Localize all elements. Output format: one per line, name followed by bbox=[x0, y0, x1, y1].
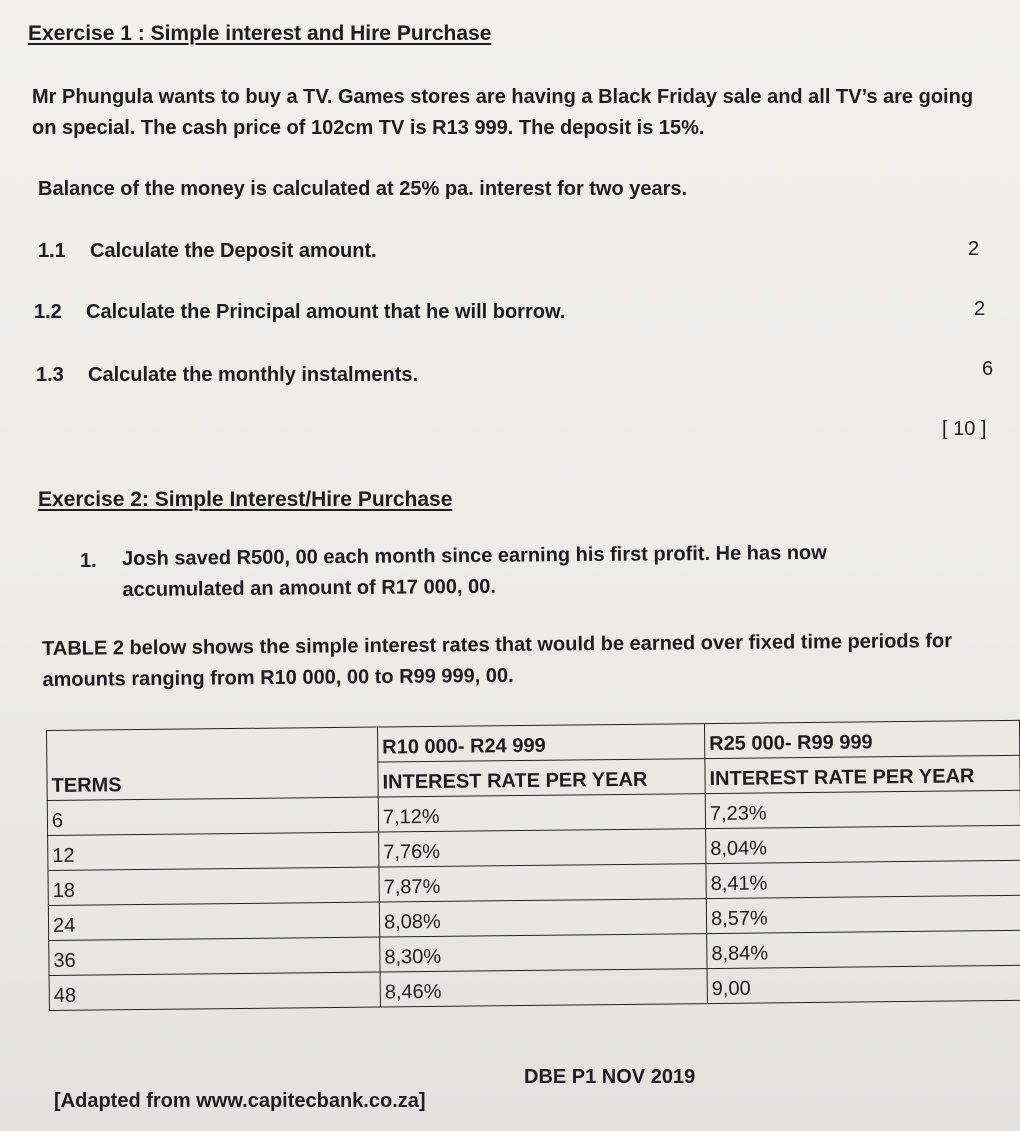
term-cell: 18 bbox=[48, 867, 379, 905]
term-cell: 48 bbox=[49, 972, 380, 1010]
question-text: Calculate the monthly instalments. bbox=[88, 364, 419, 386]
question-number: 1.2 bbox=[34, 301, 62, 323]
term-cell: 6 bbox=[47, 797, 378, 835]
rate-cell: 8,30% bbox=[380, 934, 707, 972]
rate-cell: 8,04% bbox=[706, 825, 1020, 863]
question-number: 1.1 bbox=[38, 240, 66, 262]
rate-cell: 8,41% bbox=[706, 860, 1020, 898]
source-citation: [Adapted from www.capitecbank.co.za] bbox=[54, 1090, 426, 1112]
mark-1-2: 2 bbox=[974, 298, 986, 320]
rate-header-2: INTEREST RATE PER YEAR bbox=[705, 755, 1020, 793]
range-1-header: R10 000- R24 999 bbox=[377, 724, 704, 762]
table-intro: TABLE 2 below shows the simple interest rates that would be earned over fixed time periods for amounts ranging from R10 000, 00 to R99 999, 00. bbox=[42, 630, 953, 691]
range-2-header: R25 000- R99 999 bbox=[704, 720, 1019, 758]
rate-header-1: INTEREST RATE PER YEAR bbox=[378, 759, 705, 797]
exercise-1-balance: Balance of the money is calculated at 25% pa. interest for two years. bbox=[38, 178, 688, 200]
rate-cell: 9,00 bbox=[707, 965, 1020, 1003]
mark-1-3: 6 bbox=[982, 358, 994, 380]
term-cell: 36 bbox=[49, 937, 380, 975]
question-1-1 bbox=[38, 240, 377, 263]
question-text: Calculate the Principal amount that he will borrow. bbox=[86, 301, 566, 323]
interest-rate-table bbox=[46, 720, 1020, 1011]
term-cell: 24 bbox=[48, 902, 379, 940]
exercise-1-heading: Exercise 1 : Simple interest and Hire Purchase bbox=[28, 22, 492, 45]
rate-cell: 8,84% bbox=[707, 930, 1020, 968]
question-1-2 bbox=[34, 301, 565, 324]
question-1-3 bbox=[36, 364, 418, 387]
total-marks: [ 10 ] bbox=[942, 418, 987, 440]
question-number: 1.3 bbox=[36, 364, 64, 386]
rate-cell: 8,57% bbox=[706, 895, 1020, 933]
exam-reference: DBE P1 NOV 2019 bbox=[524, 1066, 696, 1088]
rate-cell: 7,23% bbox=[705, 790, 1020, 828]
rate-cell: 8,08% bbox=[379, 899, 706, 937]
mark-1-1: 2 bbox=[968, 238, 980, 260]
question-text: Calculate the Deposit amount. bbox=[90, 240, 377, 262]
term-cell: 12 bbox=[48, 832, 379, 870]
exercise-2-item-text: Josh saved R500, 00 each month since earning his first profit. He has now accumulated an amount of R17 000, 00. bbox=[122, 541, 827, 601]
terms-header-cell bbox=[47, 727, 379, 800]
rate-cell: 7,76% bbox=[379, 829, 706, 867]
rate-cell: 7,12% bbox=[378, 794, 705, 832]
exercise-2-heading: Exercise 2: Simple Interest/Hire Purchase bbox=[38, 488, 453, 511]
terms-header: TERMS bbox=[51, 774, 122, 797]
exercise-1-intro: Mr Phungula wants to buy a TV. Games stores are having a Black Friday sale and all TV’s are going on special. The cash price of 102cm TV is R13 999. The deposit is 15%. bbox=[32, 86, 974, 139]
rate-cell: 7,87% bbox=[379, 864, 706, 902]
exercise-2-item-number: 1. bbox=[80, 550, 97, 572]
rate-cell: 8,46% bbox=[380, 969, 707, 1007]
